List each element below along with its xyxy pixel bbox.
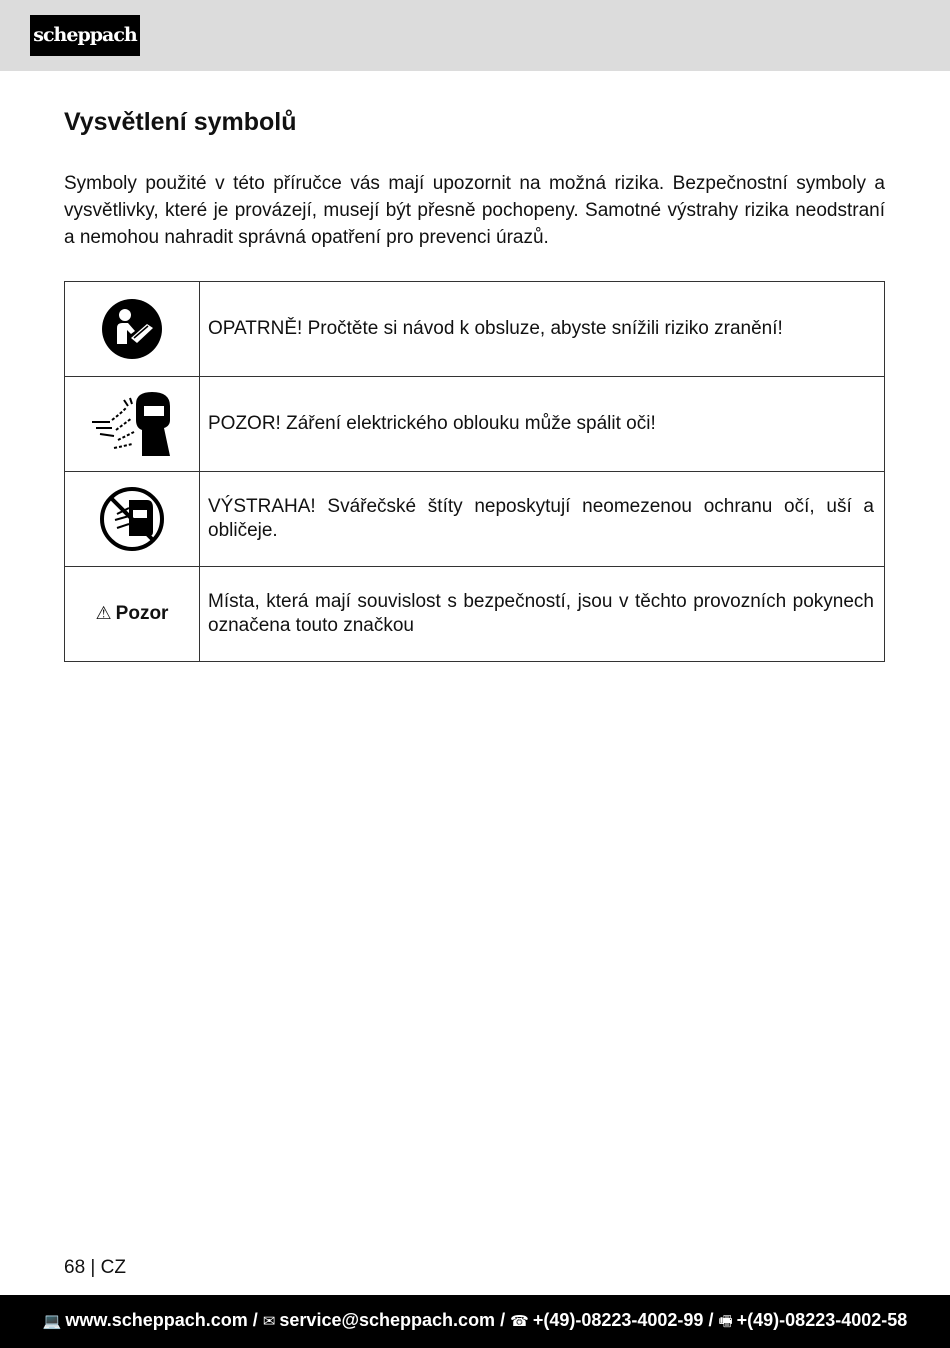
pozor-label xyxy=(96,603,169,624)
fax-icon: 🖷 xyxy=(718,1313,733,1330)
page-separator: | xyxy=(90,1257,96,1278)
symbols-table xyxy=(64,281,885,662)
page-number-value: 68 xyxy=(64,1257,86,1278)
symbol-row xyxy=(65,282,885,377)
footer-separator: / xyxy=(708,1310,714,1330)
footer-website[interactable]: www.scheppach.com xyxy=(65,1310,248,1330)
symbol-icon-cell xyxy=(65,377,200,472)
symbol-icon-cell xyxy=(65,282,200,377)
symbol-text: POZOR! Záření elektrického oblouku může spálit oči! xyxy=(200,377,885,472)
symbol-text: Místa, která mají souvislost s bezpečností, jsou v těchto provozních pokynech označena touto značkou xyxy=(200,567,885,662)
footer-email[interactable]: service@scheppach.com xyxy=(279,1310,496,1330)
scheppach-logo: scheppach xyxy=(30,15,140,56)
pozor-text: Pozor xyxy=(115,603,169,624)
footer-separator: / xyxy=(252,1310,258,1330)
footer-fax: +(49)-08223-4002-58 xyxy=(736,1310,908,1330)
footer-phone: +(49)-08223-4002-99 xyxy=(532,1310,704,1330)
read-manual-icon xyxy=(101,298,163,360)
page-language: CZ xyxy=(100,1257,126,1278)
footer-separator: / xyxy=(500,1310,506,1330)
page-footer xyxy=(0,1295,950,1348)
section-title: Vysvětlení symbolů xyxy=(64,108,297,136)
symbol-icon-cell xyxy=(65,567,200,662)
phone-icon: ☎ xyxy=(510,1313,529,1330)
page-header xyxy=(0,0,950,71)
symbol-icon-cell xyxy=(65,472,200,567)
welding-arc-radiation-icon xyxy=(90,390,174,458)
symbol-row xyxy=(65,377,885,472)
symbol-row xyxy=(65,472,885,567)
symbol-row xyxy=(65,567,885,662)
symbol-text: OPATRNĚ! Pročtěte si návod k obsluze, abyste snížili riziko zranění! xyxy=(200,282,885,377)
email-icon: ✉ xyxy=(262,1313,276,1330)
symbol-text: VÝSTRAHA! Svářečské štíty neposkytují neomezenou ochranu očí, uší a obličeje. xyxy=(200,472,885,567)
no-face-shield-protection-icon xyxy=(99,486,165,552)
section-intro: Symboly použité v této příručce vás mají upozornit na možná rizika. Bezpečnostní symboly a vysvětlivky, které je provázejí, musejí být přesně pochopeny. Samotné výstrahy rizika neodstraní a nemohou nahradit správná opatření pro prevenci úrazů. xyxy=(64,173,885,248)
warning-triangle-icon: ⚠ xyxy=(95,603,112,623)
page-number xyxy=(64,1257,126,1279)
computer-icon: 💻 xyxy=(42,1313,62,1330)
